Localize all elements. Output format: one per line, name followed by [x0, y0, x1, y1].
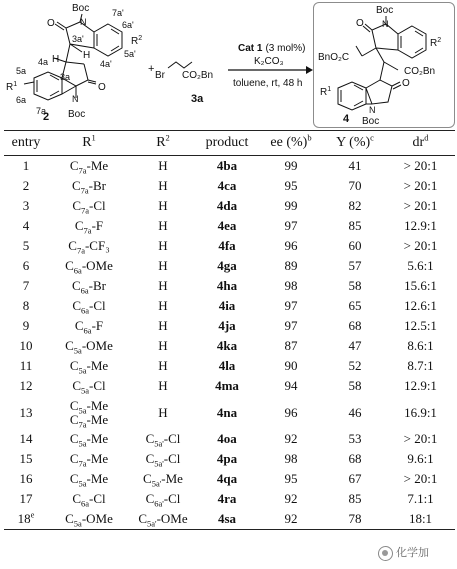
cell-r2: H [158, 298, 168, 313]
product-label-4: 4 [343, 113, 350, 125]
cell-dr: 8.7:1 [407, 358, 434, 373]
product-ester-right: CO₂Bn [404, 66, 436, 77]
cell-r2: $C_{5a'}-Me$ [143, 471, 183, 489]
cell-r2: H [158, 178, 168, 193]
upper-benzene-ring [94, 24, 122, 56]
product-boc-top: Boc [376, 5, 394, 16]
cell-r2: H [158, 358, 168, 373]
header-entry: entry [4, 131, 48, 156]
cell-yield: 67 [348, 471, 362, 486]
cell-entry: 13 [19, 404, 33, 420]
condition-solvent-time: toluene, rt, 48 h [233, 78, 303, 89]
cell-r2: H [158, 404, 168, 420]
cell-yield: 57 [348, 258, 362, 273]
table-row [4, 376, 455, 396]
cell-r1: $C_{5a}$-OMe [65, 338, 113, 356]
reactant-r1: $R^1$ [6, 81, 18, 93]
cell-product: 4na [216, 404, 238, 420]
cell-dr: 12.6:1 [404, 298, 437, 313]
table-row [4, 316, 455, 336]
cell-ee: 99 [284, 198, 298, 213]
cell-ee: 92 [284, 431, 298, 446]
cell-yield: 58 [348, 278, 362, 293]
table-row [4, 336, 455, 356]
cell-product: 4oa [217, 431, 237, 446]
product-o-bottom: O [402, 78, 410, 89]
watermark [378, 544, 429, 561]
table-row [4, 429, 455, 449]
cell-product: 4fa [218, 238, 236, 253]
cell-r2: $C_{5a'}-Cl$ [145, 451, 181, 469]
cell-entry: 11 [19, 358, 33, 373]
product-frame [313, 2, 455, 128]
cell-dr: 16.9:1 [404, 404, 437, 420]
table-row [4, 296, 455, 316]
table-row [4, 396, 455, 429]
cell-dr: > 20:1 [403, 238, 438, 253]
cell-ee: 89 [284, 258, 298, 273]
cell-entry: 17 [19, 491, 33, 506]
h-label-left: H [52, 54, 60, 65]
cell-r1: $C_{5a}$-OMe [48, 509, 130, 530]
cell-ee: 94 [284, 378, 298, 393]
cell-product: 4ja [218, 318, 236, 333]
cell-product: 4ca [217, 178, 237, 193]
cell-product: 4ra [217, 491, 237, 506]
cell-r2: H [158, 338, 168, 353]
cell-product: 4pa [216, 451, 238, 466]
condition-catalyst: Cat 1 (3 mol%) [238, 43, 306, 54]
cell-ee: 90 [284, 358, 298, 373]
lower-benzene-ring [34, 72, 62, 100]
cell-ee: 87 [284, 338, 298, 353]
cell-r2: H [158, 278, 168, 293]
cell-yield: 82 [348, 198, 362, 213]
cell-r1: $C_{5a}-Me$ [69, 471, 109, 489]
label-3a: 3a [60, 72, 71, 82]
cell-r2: $C_{5a'}$-OMe [130, 509, 196, 530]
cell-dr: > 20:1 [403, 431, 438, 446]
table-body [4, 156, 455, 530]
table-row [4, 449, 455, 469]
cell-ee: 97 [284, 298, 298, 313]
cell-ee: 95 [284, 178, 298, 193]
cell-yield: 46 [348, 404, 362, 420]
cell-yield: 58 [348, 378, 362, 393]
table-row [4, 489, 455, 509]
cell-r1: $C_{7a}-Cl$ [72, 198, 106, 216]
table-row [4, 509, 455, 530]
product-boc-bottom: Boc [362, 116, 380, 127]
cell-r1: $C_{7a}-Br$ [71, 178, 107, 196]
cell-dr: 9.6:1 [407, 451, 434, 466]
cell-product: 4ba [216, 158, 238, 173]
cell-r2: H [158, 158, 168, 173]
cell-ee: 92 [284, 491, 298, 506]
cell-r1: $C_{5a}-Me$ [69, 431, 109, 449]
label-6a-prime: 6a' [122, 20, 134, 30]
table-row [4, 356, 455, 376]
cell-entry: 7 [22, 278, 30, 293]
cell-r2: $C_{5a'}-Cl$ [145, 431, 181, 449]
cell-entry: 4 [22, 218, 30, 233]
cell-product: 4ka [216, 338, 238, 353]
cell-dr: 18:1 [386, 509, 455, 530]
cell-product: 4ma [215, 378, 239, 393]
cell-yield: 47 [348, 338, 362, 353]
label-5a-prime: 5a' [124, 49, 136, 59]
table-row [4, 276, 455, 296]
cell-product: 4ha [216, 278, 238, 293]
svg-text:N: N [369, 105, 376, 115]
watermark-text: 化学加 [396, 546, 429, 559]
h-label-right: H [83, 50, 91, 61]
cell-ee: 99 [284, 158, 298, 173]
cell-dr: 12.9:1 [404, 378, 437, 393]
cell-entry: 8 [22, 298, 30, 313]
cell-r2: H [158, 258, 168, 273]
cell-dr: > 20:1 [403, 198, 438, 213]
label-6a: 6a [16, 95, 27, 105]
condition-base: K₂CO₃ [254, 56, 284, 67]
cell-r1: $C_{5a}-Me$ $C_{7a}-Me$ [69, 397, 109, 430]
cell-entry: 3 [22, 198, 30, 213]
product-ester-left: BnO₂C [318, 52, 350, 63]
reactant-o-bottom: O [98, 82, 106, 93]
cell-entry: 10 [19, 338, 33, 353]
header-yield: Y (%)$^c$ [324, 131, 386, 156]
cell-r2: H [158, 318, 168, 333]
table-row [4, 216, 455, 236]
cell-r2: H [158, 238, 168, 253]
reactant-r2: $R^2$ [131, 35, 143, 47]
cell-r1: $C_{6a}-F$ [74, 318, 104, 336]
reagent-label-3a: 3a [191, 93, 204, 105]
cell-dr: 5.6:1 [407, 258, 434, 273]
cell-ee: 95 [284, 471, 298, 486]
cell-r2: H [158, 198, 168, 213]
cell-entry: 6 [22, 258, 30, 273]
cell-entry: 18e [4, 509, 48, 530]
cell-r1: $C_{7a}-Me$ [69, 158, 109, 176]
cell-r1: $C_{5a}-Me$ [69, 358, 109, 376]
cell-r1: $C_{6a}-Cl$ [72, 298, 106, 316]
cell-r1: $C_{7a}$-CF₃ [68, 238, 110, 256]
label-4a: 4a [38, 57, 49, 67]
label-4a-prime: 4a' [100, 59, 112, 69]
cell-product: 4da [216, 198, 238, 213]
cell-ee: 97 [284, 318, 298, 333]
header-r2: $R^2$ [130, 131, 196, 156]
cell-dr: 7.1:1 [407, 491, 434, 506]
table-row [4, 196, 455, 216]
cell-r1: $C_{7a}-Me$ [69, 451, 109, 469]
plus-sign: + [148, 63, 155, 75]
cell-ee: 96 [284, 238, 298, 253]
cell-r1: $C_{6a}-Cl$ [72, 491, 106, 509]
cell-ee: 98 [284, 278, 298, 293]
table-row [4, 256, 455, 276]
svg-text:N: N [72, 94, 79, 104]
svg-text:N: N [382, 19, 389, 29]
cell-yield: 85 [348, 218, 362, 233]
watermark-logo-icon [378, 546, 393, 561]
label-3a-prime: 3a' [72, 34, 84, 44]
cell-yield: 70 [348, 178, 362, 193]
label-7a: 7a [36, 106, 47, 116]
arrow-head-icon [306, 66, 313, 74]
cell-product: 4la [218, 358, 236, 373]
cell-ee: 96 [284, 404, 298, 420]
cell-entry: 1 [22, 158, 30, 173]
product-r1: $R^1$ [320, 86, 332, 98]
cell-entry: 12 [19, 378, 33, 393]
cell-product: 4ia [218, 298, 236, 313]
cell-ee: 98 [284, 451, 298, 466]
cell-yield: 68 [348, 318, 362, 333]
svg-text:N: N [80, 17, 87, 27]
cell-product: 4qa [216, 471, 238, 486]
reagent-br: Br [155, 70, 165, 81]
cell-dr: 8.6:1 [407, 338, 434, 353]
table-row [4, 156, 455, 177]
cell-entry: 5 [22, 238, 30, 253]
reactant-boc-bottom: Boc [68, 109, 86, 120]
table-row [4, 236, 455, 256]
reactant-label-2: 2 [43, 111, 50, 123]
header-product: product [196, 131, 258, 156]
reagent-3a-structure [168, 62, 192, 68]
cell-yield: 85 [348, 491, 362, 506]
cell-dr: > 20:1 [403, 158, 438, 173]
cell-product: 4sa [196, 509, 258, 530]
reactant-o-top: O [47, 18, 55, 29]
cell-yield: 65 [348, 298, 362, 313]
cell-yield: 68 [348, 451, 362, 466]
cell-product: 4ga [217, 258, 237, 273]
cell-product: 4ea [217, 218, 237, 233]
cell-ee: 97 [284, 218, 298, 233]
table-row [4, 176, 455, 196]
reagent-ester: CO₂Bn [182, 70, 214, 81]
table-row [4, 469, 455, 489]
cell-entry: 16 [19, 471, 33, 486]
label-7a-prime: 7a' [112, 8, 124, 18]
cell-r2: H [158, 378, 168, 393]
header-dr: $dr^d$ [386, 131, 455, 156]
cell-entry: 2 [22, 178, 30, 193]
header-r1: $R^1$ [48, 131, 130, 156]
cell-yield: 53 [348, 431, 362, 446]
cell-r2: H [158, 218, 168, 233]
cell-r1: $C_{6a}-Br$ [71, 278, 107, 296]
cell-r2: $C_{6a'}-Cl$ [145, 491, 181, 509]
cell-entry: 15 [19, 451, 33, 466]
results-table [4, 130, 455, 530]
header-ee: ee (%)$^b$ [258, 131, 324, 156]
cell-dr: 12.9:1 [404, 218, 437, 233]
cell-r1: $C_{6a}$-OMe [65, 258, 113, 276]
product-r2: $R^2$ [430, 37, 442, 49]
cell-ee: 92 [258, 509, 324, 530]
reactant-boc-top: Boc [72, 3, 90, 14]
cell-dr: > 20:1 [403, 178, 438, 193]
cell-r1: $C_{5a}-Cl$ [72, 378, 106, 396]
cell-yield: 78 [324, 509, 386, 530]
cell-dr: > 20:1 [403, 471, 438, 486]
cell-entry: 14 [19, 431, 33, 446]
label-5a: 5a [16, 66, 27, 76]
cell-yield: 41 [348, 158, 362, 173]
cell-entry: 9 [22, 318, 30, 333]
cell-yield: 60 [348, 238, 362, 253]
cell-r1: $C_{7a}-F$ [74, 218, 104, 236]
product-o-top: O [356, 18, 364, 29]
table-header-row [4, 131, 455, 156]
cell-yield: 52 [348, 358, 362, 373]
cell-dr: 15.6:1 [404, 278, 437, 293]
cell-dr: 12.5:1 [404, 318, 437, 333]
